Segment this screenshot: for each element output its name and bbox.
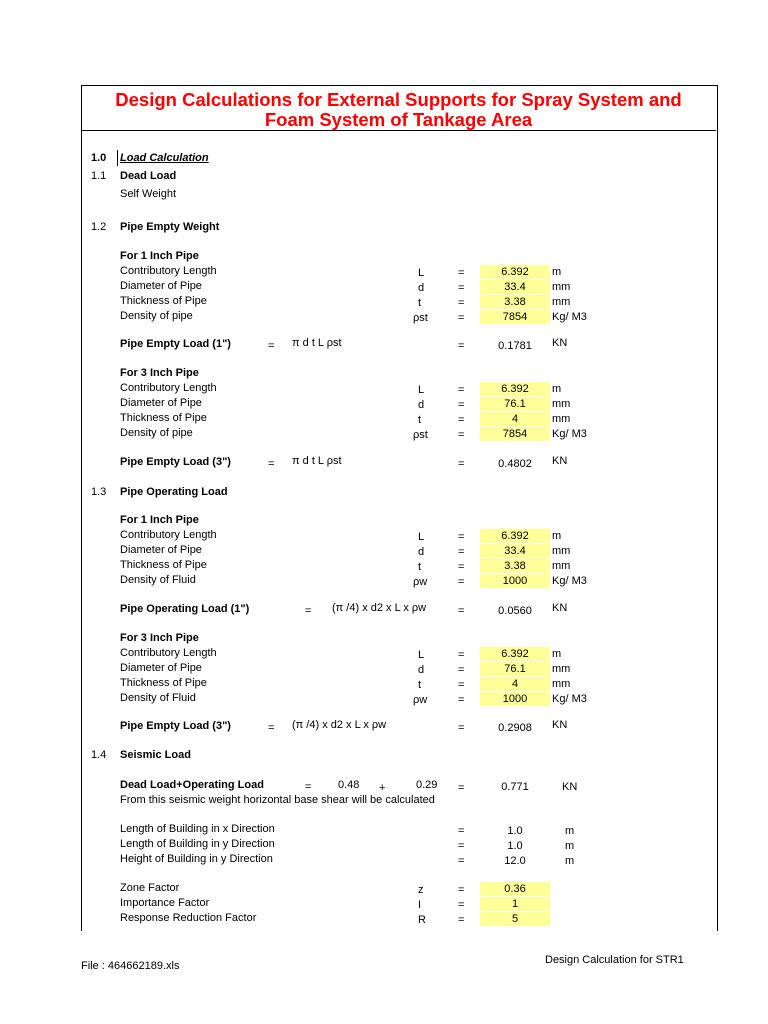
equals-sign: =	[458, 664, 465, 676]
plus-sign: +	[379, 782, 386, 794]
row-symbol: L	[418, 384, 425, 396]
equals-sign: =	[458, 267, 465, 279]
equals-sign: =	[458, 649, 465, 661]
result-label: Pipe Empty Load (3")	[120, 456, 231, 468]
combo-label: Dead Load+Operating Load	[120, 779, 264, 791]
title-line-2: Foam System of Tankage Area	[264, 109, 533, 130]
factor-symbol: I	[418, 899, 422, 911]
dimension-unit: m	[565, 855, 575, 867]
equals-sign: =	[458, 546, 465, 558]
dimension-label: Height of Building in y Direction	[120, 853, 273, 865]
section-number: 1.3	[91, 486, 107, 498]
dimension-value: 1.0	[507, 840, 523, 852]
result-unit: KN	[552, 719, 568, 731]
equals-sign: =	[458, 282, 465, 294]
row-label: Diameter of Pipe	[120, 544, 202, 556]
input-value-cell: 6.392	[480, 647, 550, 661]
equals-sign: =	[458, 899, 465, 911]
combo-result-value: 0.771	[501, 781, 529, 793]
equals-sign: =	[458, 312, 465, 324]
footer-file-name: File : 464662189.xls	[81, 960, 180, 972]
input-value-cell: 6.392	[480, 529, 550, 543]
equals-sign: =	[458, 605, 465, 617]
combo-value-a: 0.48	[338, 779, 360, 791]
section-label-seismic-load: Seismic Load	[120, 749, 191, 761]
row-symbol: d	[418, 546, 425, 558]
dimension-label: Length of Building in x Direction	[120, 823, 275, 835]
equals-sign: =	[458, 531, 465, 543]
equals-sign: =	[458, 399, 465, 411]
section-label-dead-load: Dead Load	[120, 170, 177, 182]
equals-sign: =	[268, 340, 275, 352]
result-value: 0.1781	[498, 340, 532, 352]
row-unit: mm	[552, 678, 571, 690]
equals-sign: =	[458, 429, 465, 441]
input-value-cell: 76.1	[480, 662, 550, 676]
equals-sign: =	[268, 722, 275, 734]
equals-sign: =	[268, 458, 275, 470]
subsection-heading: For 3 Inch Pipe	[120, 367, 199, 379]
row-label: Contributory Length	[120, 647, 217, 659]
equals-sign: =	[305, 781, 312, 793]
input-value-cell: 7854	[480, 310, 550, 324]
equals-sign: =	[458, 297, 465, 309]
equals-sign: =	[458, 782, 465, 794]
row-unit: Kg/ M3	[552, 693, 587, 705]
row-label: Thickness of Pipe	[120, 559, 207, 571]
row-unit: Kg/ M3	[552, 311, 587, 323]
row-label: Density of Fluid	[120, 692, 196, 704]
dimension-value: 12.0	[504, 855, 526, 867]
section-number: 1.0	[91, 152, 107, 164]
equals-sign: =	[458, 679, 465, 691]
row-symbol: ρw	[413, 576, 428, 588]
row-symbol: L	[418, 531, 425, 543]
row-symbol: L	[418, 267, 425, 279]
row-unit: mm	[552, 281, 571, 293]
row-symbol: d	[418, 664, 425, 676]
seismic-note: From this seismic weight horizontal base shear will be calculated	[120, 794, 435, 806]
row-symbol: t	[418, 561, 422, 573]
equals-sign: =	[458, 722, 465, 734]
row-label: Contributory Length	[120, 529, 217, 541]
result-label: Pipe Empty Load (3")	[120, 720, 231, 732]
row-label: Density of Fluid	[120, 574, 196, 586]
subsection-heading: For 1 Inch Pipe	[120, 250, 199, 262]
input-value-cell: 1000	[480, 692, 550, 706]
section-number: 1.1	[91, 170, 107, 182]
row-symbol: ρst	[413, 429, 428, 441]
equals-sign: =	[305, 605, 312, 617]
input-value-cell: 4	[480, 412, 550, 426]
row-unit: Kg/ M3	[552, 428, 587, 440]
input-value-cell: 0.36	[480, 882, 550, 896]
subsection-heading: For 1 Inch Pipe	[120, 514, 199, 526]
input-value-cell: 33.4	[480, 280, 550, 294]
equals-sign: =	[458, 825, 465, 837]
row-symbol: ρst	[413, 312, 428, 324]
row-unit: m	[552, 530, 562, 542]
row-label: Contributory Length	[120, 265, 217, 277]
section-label-pipe-empty-weight: Pipe Empty Weight	[120, 221, 220, 233]
result-value: 0.0560	[498, 605, 532, 617]
input-value-cell: 76.1	[480, 397, 550, 411]
row-label: Thickness of Pipe	[120, 677, 207, 689]
row-label: Thickness of Pipe	[120, 295, 207, 307]
input-value-cell: 33.4	[480, 544, 550, 558]
result-unit: KN	[552, 455, 568, 467]
text-cursor	[117, 150, 118, 166]
row-symbol: d	[418, 282, 425, 294]
section-label-pipe-operating-load: Pipe Operating Load	[120, 486, 228, 498]
combo-value-b: 0.29	[416, 779, 438, 791]
result-value: 0.2908	[498, 722, 532, 734]
row-unit: m	[552, 648, 562, 660]
row-unit: mm	[552, 560, 571, 572]
dimension-unit: m	[565, 825, 575, 837]
row-unit: Kg/ M3	[552, 575, 587, 587]
row-label: Diameter of Pipe	[120, 662, 202, 674]
row-label: Thickness of Pipe	[120, 412, 207, 424]
row-unit: m	[552, 383, 562, 395]
row-symbol: t	[418, 297, 422, 309]
input-value-cell: 1	[480, 897, 550, 911]
result-value: 0.4802	[498, 458, 532, 470]
factor-label: Response Reduction Factor	[120, 912, 257, 924]
input-value-cell: 1000	[480, 574, 550, 588]
row-unit: mm	[552, 545, 571, 557]
dimension-value: 1.0	[507, 825, 523, 837]
equals-sign: =	[458, 576, 465, 588]
row-unit: mm	[552, 398, 571, 410]
factor-label: Zone Factor	[120, 882, 180, 894]
title-box	[81, 85, 716, 131]
result-formula: π d t L ρst	[292, 337, 342, 349]
row-unit: mm	[552, 296, 571, 308]
equals-sign: =	[458, 855, 465, 867]
factor-label: Importance Factor	[120, 897, 210, 909]
result-formula: (π /4) x d2 x L x ρw	[292, 719, 387, 731]
equals-sign: =	[458, 561, 465, 573]
result-unit: KN	[552, 602, 568, 614]
row-symbol: L	[418, 649, 425, 661]
factor-symbol: R	[418, 914, 426, 926]
row-label: Contributory Length	[120, 382, 217, 394]
result-formula: (π /4) x d2 x L x ρw	[332, 602, 427, 614]
dimension-unit: m	[565, 840, 575, 852]
row-label: Diameter of Pipe	[120, 397, 202, 409]
equals-sign: =	[458, 914, 465, 926]
title-line-1: Design Calculations for External Supports for Spray System and	[115, 89, 682, 110]
footer-document-title: Design Calculation for STR1	[545, 954, 684, 966]
input-value-cell: 4	[480, 677, 550, 691]
row-symbol: t	[418, 679, 422, 691]
equals-sign: =	[458, 840, 465, 852]
row-symbol: d	[418, 399, 425, 411]
row-label: Density of pipe	[120, 310, 193, 322]
row-unit: m	[552, 266, 562, 278]
input-value-cell: 5	[480, 912, 550, 926]
self-weight-label: Self Weight	[120, 188, 177, 200]
section-label-load-calculation: Load Calculation	[120, 152, 209, 164]
equals-sign: =	[458, 694, 465, 706]
result-label: Pipe Operating Load (1")	[120, 603, 250, 615]
input-value-cell: 3.38	[480, 559, 550, 573]
input-value-cell: 6.392	[480, 265, 550, 279]
equals-sign: =	[458, 458, 465, 470]
input-value-cell: 3.38	[480, 295, 550, 309]
result-unit: KN	[552, 337, 568, 349]
row-unit: mm	[552, 413, 571, 425]
equals-sign: =	[458, 884, 465, 896]
equals-sign: =	[458, 384, 465, 396]
subsection-heading: For 3 Inch Pipe	[120, 632, 199, 644]
result-label: Pipe Empty Load (1")	[120, 338, 231, 350]
section-number: 1.4	[91, 749, 107, 761]
result-formula: π d t L ρst	[292, 455, 342, 467]
section-number: 1.2	[91, 221, 107, 233]
dimension-label: Length of Building in y Direction	[120, 838, 275, 850]
input-value-cell: 6.392	[480, 382, 550, 396]
equals-sign: =	[458, 414, 465, 426]
row-unit: mm	[552, 663, 571, 675]
combo-unit: KN	[562, 781, 578, 793]
row-label: Density of pipe	[120, 427, 193, 439]
row-label: Diameter of Pipe	[120, 280, 202, 292]
input-value-cell: 7854	[480, 427, 550, 441]
equals-sign: =	[458, 340, 465, 352]
row-symbol: t	[418, 414, 422, 426]
row-symbol: ρw	[413, 694, 428, 706]
factor-symbol: z	[418, 884, 424, 896]
